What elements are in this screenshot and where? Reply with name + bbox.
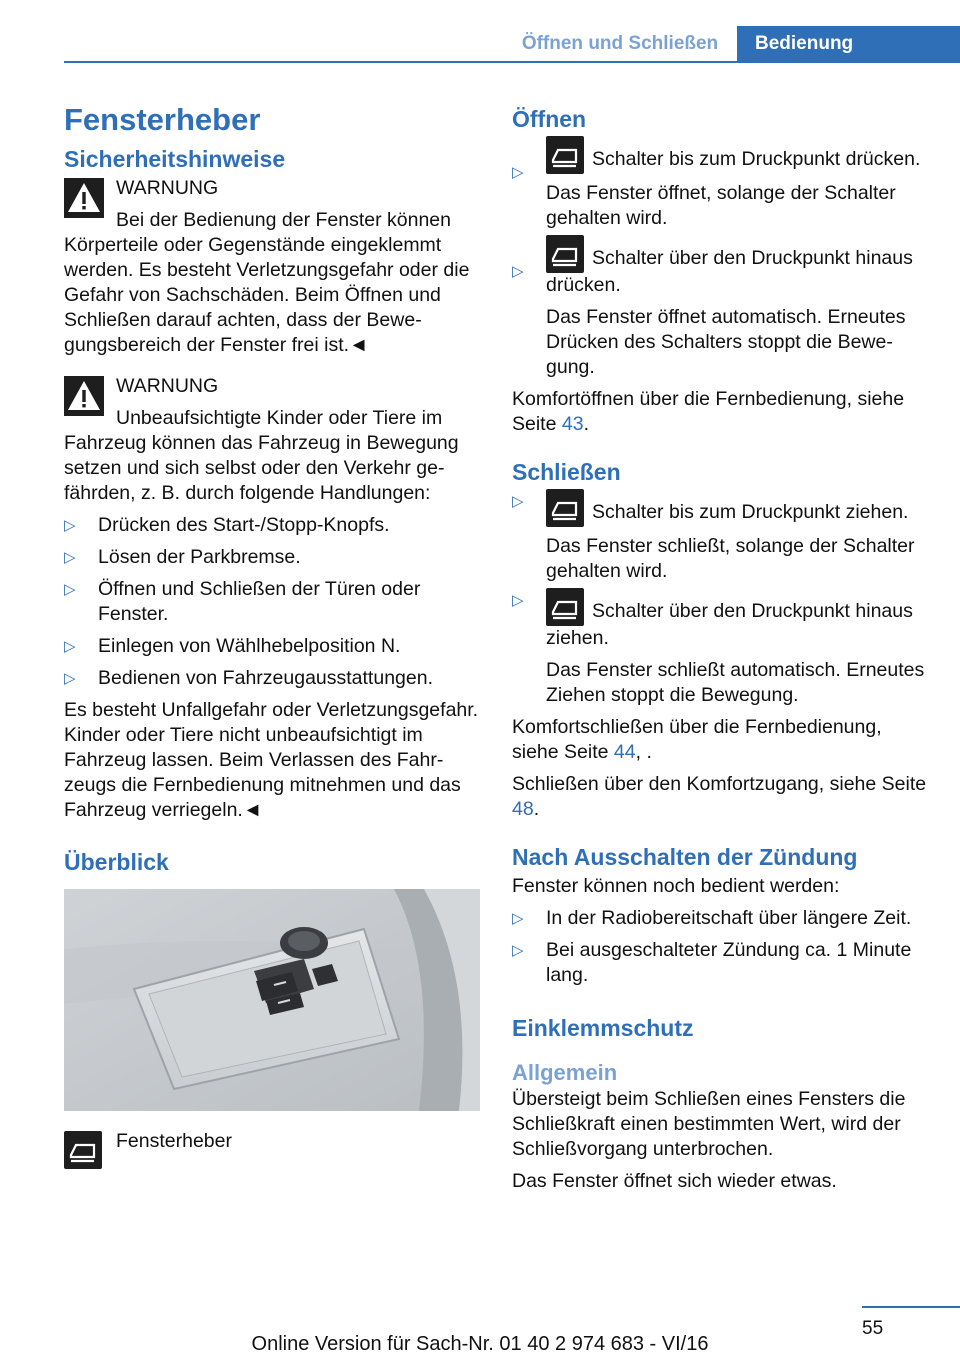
footer-rule (862, 1306, 960, 1308)
danger-text: Es besteht Unfallgefahr oder Verletzungsgefahr. Kinder oder Tiere nicht unbeaufsichtigt im Fahrzeug lassen. Beim Verlassen des Fahrzeugs die Fernbedienung mitnehmen und das Fahrzeug verriegeln.◄ (64, 699, 479, 821)
overview-heading: Überblick (64, 849, 169, 875)
header-section-title: Öffnen und Schließen (521, 33, 719, 54)
list-item: ▷ Lösen der Parkbremse. (64, 546, 301, 568)
header-rule (64, 61, 960, 63)
list-item (512, 489, 932, 584)
window-switch-icon (546, 489, 584, 527)
list-item: ▷ Einlegen von Wählhebelposition N. (64, 635, 401, 657)
open-result-text: Das Fenster öffnet automatisch. Erneutes Drücken des Schalters stoppt die Bewegung. (546, 306, 906, 378)
open-list (512, 136, 932, 380)
window-switch-icon (64, 1131, 102, 1169)
triangle-bullet-icon: ▷ (512, 263, 524, 280)
warning-label: WARNUNG (116, 177, 219, 199)
page-link-48[interactable]: 48 (512, 798, 534, 820)
close-list (512, 489, 932, 708)
window-switch-icon (546, 588, 584, 626)
page-link-43[interactable]: 43 (561, 413, 584, 435)
safety-heading: Sicherheitshinweise (64, 146, 286, 172)
list-item: ▷ In der Radiobereitschaft über längere Zeit. (512, 907, 912, 929)
list-item: ▷ Drücken des Start-/Stopp-Knopfs. (64, 514, 390, 536)
warning-first-line: Unbeaufsichtigte Kinder oder Tiere im (116, 407, 443, 429)
warning-triangle-icon (64, 376, 104, 416)
header-chapter-label: Bedienung (755, 33, 854, 54)
window-switch-photo (64, 889, 480, 1111)
page-number: 55 (862, 1318, 884, 1339)
open-result-text: Das Fenster öffnet, solange der Schalter gehalten wird. (546, 182, 896, 229)
comfort-access-text: Schließen über den Komfortzugang, siehe Seite 48. (512, 773, 927, 820)
caption-block (64, 1129, 482, 1154)
ignition-heading: Nach Ausschalten der Zündung (512, 844, 858, 870)
action-list (64, 513, 482, 691)
triangle-bullet-icon: ▷ (64, 549, 76, 566)
list-item: ▷ Bedienen von Fahrzeugausstattungen. (64, 667, 433, 689)
close-heading: Schließen (512, 459, 621, 485)
close-action-text: Schalter bis zum Druckpunkt ziehen. (592, 501, 909, 523)
triangle-bullet-icon: ▷ (512, 942, 524, 959)
triangle-bullet-icon: ▷ (512, 493, 524, 510)
warning-block-2 (64, 374, 482, 506)
triangle-bullet-icon: ▷ (512, 592, 524, 609)
list-item (512, 588, 932, 708)
open-heading: Öffnen (512, 106, 587, 132)
general-text-1: Übersteigt beim Schließen eines Fensters die Schließkraft einen bestimmten Wert, wird der Schließvorgang unterbrochen. (512, 1088, 906, 1160)
ignition-intro: Fenster können noch bedient werden: (512, 875, 840, 897)
warning-body: Fahrzeug können das Fahrzeug in Bewegung setzen und sich selbst oder den Verkehr gefährden, z. B. durch folgende Handlungen: (64, 432, 459, 504)
left-column (64, 96, 482, 1154)
close-result-text: Das Fenster schließt automatisch. Erneutes Ziehen stoppt die Bewegung. (546, 659, 925, 706)
triangle-bullet-icon: ▷ (64, 581, 76, 598)
ignition-list (512, 906, 932, 988)
warning-first-line: Bei der Bedienung der Fenster können (116, 209, 451, 231)
triangle-bullet-icon: ▷ (64, 638, 76, 655)
pinch-heading: Einklemmschutz (512, 1015, 694, 1041)
comfort-open-text: Komfortöffnen über die Fernbedienung, siehe Seite 43. (512, 388, 905, 435)
right-column (512, 102, 932, 1194)
page-header (0, 0, 960, 62)
open-action-text: Schalter über den Druckpunkt hinaus drücken. (546, 247, 913, 296)
list-item: ▷ Bei ausgeschalteter Zündung ca. 1 Minute lang. (512, 939, 912, 986)
triangle-bullet-icon: ▷ (512, 164, 524, 181)
comfort-close-text: Komfortschließen über die Fernbedienung, siehe Seite 44, . (512, 716, 882, 763)
triangle-bullet-icon: ▷ (64, 670, 76, 687)
triangle-bullet-icon: ▷ (512, 910, 524, 927)
page-link-44[interactable]: 44 (613, 741, 636, 763)
list-item (512, 235, 932, 380)
window-switch-icon (546, 235, 584, 273)
open-action-text: Schalter bis zum Druckpunkt drücken. (592, 148, 921, 170)
warning-body: Körperteile oder Gegenstände eingeklemmt werden. Es besteht Verletzungsgefahr oder die Gefahr von Sachschäden. Beim Öffnen und Schließen darauf achten, dass der Bewegungsbereich der Fenster frei ist.◄ (64, 234, 470, 356)
general-heading: Allgemein (512, 1060, 618, 1085)
close-result-text: Das Fenster schließt, solange der Schalter gehalten wird. (546, 535, 915, 582)
warning-triangle-icon (64, 178, 104, 218)
warning-block-1 (64, 176, 482, 358)
list-item: ▷ Öffnen und Schließen der Türen oder Fenster. (64, 578, 421, 625)
list-item (512, 136, 932, 231)
window-switch-icon (546, 136, 584, 174)
warning-label: WARNUNG (116, 375, 219, 397)
header-chapter-tab (737, 26, 960, 62)
page-title: Fensterheber (64, 102, 261, 137)
photo-caption: Fensterheber (116, 1130, 232, 1152)
general-text-2: Das Fenster öffnet sich wieder etwas. (512, 1170, 837, 1192)
triangle-bullet-icon: ▷ (64, 517, 76, 534)
close-action-text: Schalter über den Druckpunkt hinaus ziehen. (546, 600, 913, 649)
online-version-footer: Online Version für Sach-Nr. 01 40 2 974 683 - VI/16 (251, 1333, 709, 1355)
